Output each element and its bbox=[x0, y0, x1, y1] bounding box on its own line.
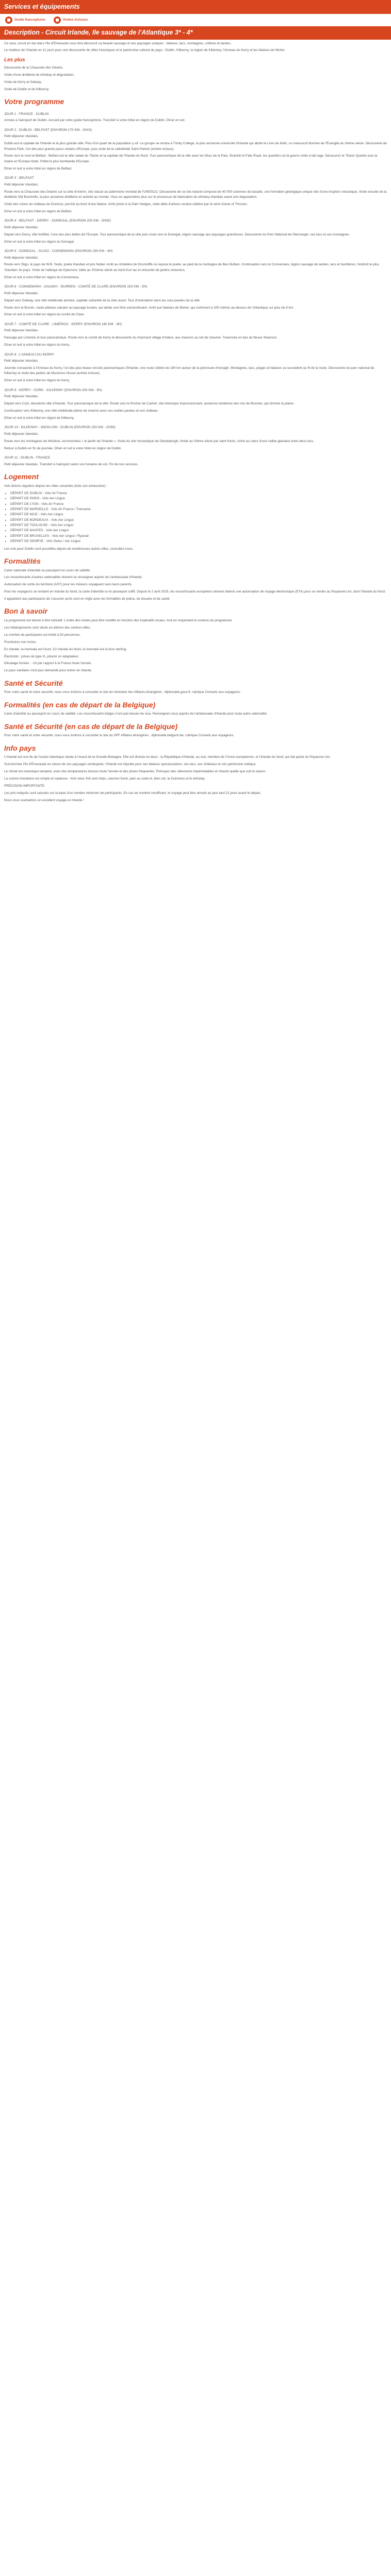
sante-body bbox=[4, 690, 387, 695]
day-paragraph: Dîner et nuit à votre hôtel en région du Connemara. bbox=[4, 275, 80, 279]
description-content bbox=[0, 40, 391, 807]
info-paragraph: Le climat est océanique tempéré, avec des températures douces toute l'année et des pluies fréquentes. Prévoyez des vêtements imperméables et chauds quelle que soit la saison. bbox=[4, 770, 266, 774]
sante-paragraph: Pour votre santé et votre sécurité, nous vous invitons à consulter le site du ministère des Affaires étrangères : diplomatie.gouv.fr, rubrique Conseils aux voyageurs. bbox=[4, 690, 241, 694]
sante-belgique-heading: Santé et Sécurité (en cas de départ de la Belgique) bbox=[4, 722, 178, 731]
day-paragraph: Dîner et nuit à votre hôtel en région du comté de Clare. bbox=[4, 313, 85, 317]
bon-paragraph: Le nombre de participants est limité à 50 personnes. bbox=[4, 633, 81, 637]
day-paragraph: Dîner et nuit à votre hôtel en région de Belfast. bbox=[4, 209, 73, 213]
day-paragraph: Petit déjeuner irlandais. bbox=[4, 329, 39, 333]
day-heading: JOUR 8 : L'ANNEAU DU KERRY bbox=[4, 352, 55, 357]
info-heading: Info pays bbox=[4, 743, 36, 752]
day-heading: JOUR 10 : KILKENNY - WICKLOW - DUBLIN (ENVIRON 150 KM - 2H30) bbox=[4, 426, 116, 430]
logement-heading: Logement bbox=[4, 472, 39, 481]
guide-icon bbox=[5, 16, 12, 24]
day-paragraph: Dîner et nuit à votre hôtel en région du Donegal. bbox=[4, 240, 75, 244]
formalites-belgique-body bbox=[4, 711, 387, 717]
day-paragraph: Journée consacrée à l'Anneau du Kerry, l'un des plus beaux circuits panoramiques d'Irlande, une route côtière de 180 km autour de la péninsule d'Iveragh. Montagnes, lacs, plages et falaises se succèdent au fil de la route. Découverte du parc national de Killarney et visite des jardins de Muckross House (entrée incluse). bbox=[4, 366, 374, 376]
day-paragraph: Dublin est la capitale de l'Irlande et la plus grande ville. Plus d'un quart de la population y vit. Le groupe se rendra à Trinity College, la plus ancienne université d'Irlande qui abrite le Livre de Kells, un manuscrit illuminé de l'Évangile du IXème siècle. Découverte de Phoenix Park, l'un des plus grands parcs urbains d'Europe, puis visite de la cathédrale Saint-Patrick (entrée incluse). bbox=[4, 142, 387, 151]
vols-note: Les vols pour Dublin sont possibles depuis de nombreuses autres villes, consultez-nous. bbox=[4, 547, 134, 551]
vols-intro: Vols directs réguliers depuis les villes suivantes (liste non exhaustive) : bbox=[4, 484, 107, 488]
bon-paragraph: En Irlande, la monnaie est l'euro. En Irlande du Nord, la monnaie est la livre sterling. bbox=[4, 647, 127, 651]
bon-paragraph: Le programme est donné à titre indicatif. L'ordre des visites peut être modifié en fonction des impératifs locaux, tout en respectant le contenu du programme. bbox=[4, 619, 233, 623]
formalites-pays-paragraph: Carte d'identité ou passeport en cours de validité. Les ressortissants belges n'ont pas besoin de visa. Renseignez-vous auprès de l'ambassade d'Irlande pour toute autre nationalité. bbox=[4, 712, 268, 716]
formalites-belgique-heading: Formalités (en cas de départ de la Belgique) bbox=[4, 700, 156, 709]
day-paragraph: Visite des ruines du château de Dunluce, perché au bord d'une falaise. Arrêt photo à la Dark Hedges, cette allée d'arbres rendue célèbre par la série Game of Thrones. bbox=[4, 202, 248, 206]
info-paragraph: Nous vous souhaitons un excellent voyage en Irlande ! bbox=[4, 798, 84, 802]
les-plus-heading: Les plus bbox=[4, 57, 25, 63]
services-header bbox=[0, 0, 391, 14]
formalites-body bbox=[4, 568, 387, 602]
les-plus-item: Visite d'une distillerie de whiskey et dégustation. bbox=[4, 73, 75, 77]
day-paragraph: Route vers Sligo, le pays de W.B. Yeats, poète irlandais et prix Nobel. Arrêt au cimetière de Drumcliffe où repose le poète, au pied de la montagne de Ben Bulben. Continuation vers le Connemara, région sauvage de landes, lacs et tourbières, l'endroit le plus ‘irlandais’ du pays. Visite de l'abbaye de Kylemore, bâtie au XIXème siècle au bord d'un lac et entourée de jardins victoriens. bbox=[4, 263, 379, 272]
info-paragraph: Surnommée l'île d'Émeraude en raison de ses paysages verdoyants, l'Irlande est réputée pour ses falaises spectaculaires, ses lacs, ses châteaux et son patrimoine celtique. bbox=[4, 762, 256, 767]
badge-visites-label: Visites incluses bbox=[62, 18, 88, 22]
formalites-paragraph: Autorisation de sortie du territoire (AST) pour les mineurs voyageant sans leurs parents. bbox=[4, 583, 133, 587]
flight-item: • DÉPART DE GENÈVE - Vols Swiss / Aer Lingus bbox=[10, 539, 387, 544]
flight-item: • DÉPART DE PARIS - Vols Aer Lingus bbox=[10, 496, 387, 501]
badge-visites bbox=[54, 16, 88, 24]
flight-item: • DÉPART DE LYON - Vols Air France bbox=[10, 502, 387, 507]
sante-pays-paragraph: Pour votre santé et votre sécurité, nous vous invitons à consulter le site du SPF Affaires étrangères : diplomatie.belgium.be, rubrique Conseils aux voyageurs. bbox=[4, 734, 235, 738]
flight-item: • DÉPART DE BRUXELLES - Vols Aer Lingus / Ryanair bbox=[10, 534, 387, 539]
day-heading: JOUR 6 : CONNEMARA - GALWAY - BURREN - COMTÉ DE CLARE (ENVIRON 150 KM - 3H) bbox=[4, 285, 148, 289]
les-plus-item: Visite de Kerry et Galway. bbox=[4, 80, 42, 84]
day-paragraph: Dîner et nuit à votre hôtel en région du Kerry. bbox=[4, 379, 70, 383]
info-body bbox=[4, 755, 387, 803]
bon-paragraph: Les hébergements sont situés en dehors des centres-villes. bbox=[4, 626, 91, 630]
flight-item: • DÉPART DE TOULOUSE - Vols Aer Lingus bbox=[10, 523, 387, 528]
description-title: Description - Circuit Irlande, Ile sauvage de l'Atlantique 3* - 4* bbox=[4, 29, 193, 37]
day-paragraph: Route vers les montagnes de Wicklow, surnommées « le jardin de l'Irlande ». Visite du site monastique de Glendalough, fondé au VIème siècle par saint Kevin, niché au cœur d'une vallée glaciaire entre deux lacs. bbox=[4, 439, 314, 443]
day-paragraph: Continuation vers Kilkenny, une ville médiévale pleine de charme avec ses ruelles pavées et son château. bbox=[4, 409, 159, 413]
flight-item: • DÉPART DE NICE - Vols Aer Lingus bbox=[10, 512, 387, 517]
sante-heading: Santé et Sécurité bbox=[4, 679, 63, 687]
day-paragraph: Petit déjeuner irlandais. bbox=[4, 225, 39, 229]
day-heading: JOUR 4 : BELFAST - DERRY - DONEGAL (ENVIRON 200 KM - 3H30) bbox=[4, 219, 111, 223]
services-title: Services et équipements bbox=[4, 3, 80, 10]
bon-heading: Bon à savoir bbox=[4, 607, 48, 616]
day-heading: JOUR 2 : DUBLIN - BELFAST (ENVIRON 170 KM - 2H15) bbox=[4, 128, 92, 132]
day-paragraph: Petit déjeuner irlandais. bbox=[4, 432, 39, 436]
intro-paragraph: Ce sera, circuit en tan dans l'Ile d'Émeraude vous fera découvrir sa beauté sauvage et ses paysages uniques : falaises, lacs, montagnes, collines et landes. bbox=[4, 41, 232, 45]
info-paragraph: PRÉCISION IMPORTANTE bbox=[4, 784, 45, 788]
day-heading: JOUR 11 : DUBLIN - FRANCE bbox=[4, 456, 51, 460]
intro-paragraph: Le meilleur de l'Irlande en 11 jours pour une découverte de villes historiques et le patrimoine culturel du pays : Dublin, Kilkenny, la région de Killarney, l'Anneau du Kerry et les falaises de Moher. bbox=[4, 48, 286, 53]
badges-row bbox=[0, 14, 391, 25]
info-paragraph: Les prix indiqués sont calculés sur la base d'un nombre minimum de participants. En cas de nombre insuffisant, le voyage peut être annulé au plus tard 21 jours avant le départ. bbox=[4, 791, 262, 795]
bon-paragraph: Pourboires non inclus. bbox=[4, 640, 37, 644]
les-plus-item: Visite de Dublin et de Kilkenny. bbox=[4, 87, 50, 91]
day-paragraph: Petit déjeuner irlandais. bbox=[4, 182, 39, 187]
les-plus-item: Découverte de la Chaussée des Géants. bbox=[4, 65, 64, 70]
day-paragraph: Petit déjeuner irlandais. bbox=[4, 291, 39, 295]
description-header bbox=[0, 26, 391, 39]
day-paragraph: Dîner et nuit à votre hôtel en région du Kerry. bbox=[4, 343, 70, 347]
day-paragraph: Retour à Dublin en fin de journée. Dîner et nuit à votre hôtel en région de Dublin. bbox=[4, 446, 122, 450]
day-paragraph: Petit déjeuner irlandais. bbox=[4, 256, 39, 260]
flight-item: • DÉPART DE MARSEILLE - Vols Air France / Transavia bbox=[10, 507, 387, 512]
day-heading: JOUR 7 : COMTÉ DE CLARE - LIMERICK - KERRY (ENVIRON 180 KM - 3H) bbox=[4, 322, 122, 326]
bon-paragraph: Électricité : prises de type G, prévoir un adaptateur. bbox=[4, 654, 79, 658]
day-paragraph: Départ vers Cork, deuxième ville d'Irlande. Tour panoramique de la ville. Route vers le Rocher de Cashel, site historique impressionnant, ancienne résidence des rois de Munster, qui domine la plaine. bbox=[4, 402, 295, 406]
badge-guide-label: Guide francophone bbox=[14, 18, 45, 22]
programme-days bbox=[4, 112, 387, 468]
day-paragraph: Départ vers Derry, ville fortifiée, l'une des plus belles de l'Europe. Tour panoramique de la ville puis route vers le Donegal, région sauvage aux paysages grandioses. Découverte du Parc National de Glenveagh, ses lacs et ses montagnes. bbox=[4, 232, 350, 236]
day-paragraph: Arrivée à l'aéroport de Dublin. Accueil par votre guide francophone. Transfert à votre hôtel en région de Dublin. Dîner et nuit. bbox=[4, 118, 186, 123]
flight-item: • DÉPART DE BORDEAUX - Vols Aer Lingus bbox=[10, 518, 387, 523]
day-heading: JOUR 9 : KERRY - CORK - KILKENNY (ENVIRON 200 KM - 3H) bbox=[4, 388, 102, 392]
formalites-paragraph: Il appartient aux participants de s'assurer qu'ils sont en règle avec les formalités de police, de douane et de santé. bbox=[4, 597, 171, 601]
flight-item: • DÉPART DE DUBLIN - Vols Air France bbox=[10, 491, 387, 496]
programme-heading: Votre programme bbox=[4, 97, 64, 106]
sante-belgique-body bbox=[4, 733, 387, 738]
day-paragraph: Petit déjeuner irlandais. Transfert à l'aéroport selon vos horaires de vol. Fin de nos services. bbox=[4, 462, 139, 466]
badge-guide bbox=[5, 16, 45, 24]
day-paragraph: Route vers le Burren, vaste plateau calcaire au paysage lunaire, qui abrite une flore extraordinaire. Arrêt aux falaises de Moher, qui culminent à 200 mètres au-dessus de l'Atlantique sur plus de 8 km. bbox=[4, 306, 294, 310]
day-paragraph: Dîner et nuit à votre hôtel en région de Kilkenny. bbox=[4, 416, 75, 420]
day-heading: JOUR 5 : DONEGAL - SLIGO - CONNEMARA (ENVIRON 230 KM - 4H) bbox=[4, 249, 113, 253]
bon-body bbox=[4, 618, 387, 674]
bon-paragraph: Le pass sanitaire n'est plus demandé pour entrer en Irlande. bbox=[4, 669, 92, 673]
day-paragraph: Petit déjeuner irlandais. bbox=[4, 395, 39, 399]
day-paragraph: Petit déjeuner irlandais. bbox=[4, 134, 39, 139]
info-paragraph: La cuisine irlandaise est simple et copieuse : Irish stew, fish and chips, saumon fumé, pain au soda et, bien sûr, la Guinness et le whiskey. bbox=[4, 777, 205, 781]
day-paragraph: Petit déjeuner irlandais. bbox=[4, 359, 39, 363]
day-paragraph: Route vers le nord et Belfast : Belfast est la ville natale du Titanic et la capitale de l'Irlande du Nord. Tour panoramique de la ville avec les Murs de la Paix, Shankill et Falls Road, les quartiers où la guerre civile a fait rage. Découvrez le Titanic Quarter puis la mairie et l'Europa Hotel, l'hôtel le plus bombardé d'Europe. bbox=[4, 154, 378, 163]
day-paragraph: Départ vers Galway, une ville médiévale animée, capitale culturelle de la côte ouest. Tour d'orientation dans les rues pavées de la ville. bbox=[4, 298, 201, 302]
flight-item: • DÉPART DE NANTES - Vols Aer Lingus bbox=[10, 528, 387, 533]
formalites-heading: Formalités bbox=[4, 556, 41, 565]
day-paragraph: Route vers la Chaussée des Géants sur la côte d'Antrim, site classé au patrimoine mondial de l'UNESCO. Découverte de ce site naturel composé de 40 000 colonnes de basalte, une formation géologique unique née d'une éruption volcanique. Visite ensuite de la distillerie Old Bushmills, la plus ancienne distillerie en activité au monde. Vous en apprendrez plus sur le processus de fabrication du whiskey irlandais avant une dégustation. bbox=[4, 190, 387, 199]
formalites-paragraph: Pour les voyageurs se rendant en Irlande du Nord, la carte d'identité ou le passeport suffit. Depuis le 2 avril 2025, les ressortissants européens doivent obtenir une autorisation de voyage électronique (ETA) pour se rendre au Royaume-Uni, dont l'Irlande du Nord. bbox=[4, 590, 386, 594]
day-heading: JOUR 1 : FRANCE - DUBLIN bbox=[4, 112, 49, 116]
day-heading: JOUR 3 : BELFAST bbox=[4, 176, 34, 180]
day-paragraph: Dîner et nuit à votre hôtel en région de Belfast. bbox=[4, 166, 73, 171]
day-paragraph: Passage par Limerick et tour panoramique. Route vers le comté de Kerry et découverte du charmant village d'Adare, aux maisons au toit de chaume. Traversée en bac du fleuve Shannon. bbox=[4, 336, 278, 340]
info-paragraph: L'Irlande est une île de l'océan Atlantique située à l'ouest de la Grande-Bretagne. Elle est divisée en deux : la République d'Irlande, au sud, membre de l'Union européenne, et l'Irlande du Nord, qui fait partie du Royaume-Uni. bbox=[4, 755, 331, 759]
formalites-paragraph: Les ressortissants d'autres nationalités doivent se renseigner auprès de l'ambassade d'Irlande. bbox=[4, 575, 143, 580]
bon-paragraph: Décalage horaire : -1h par rapport à la France toute l'année. bbox=[4, 662, 92, 666]
flights-list bbox=[4, 491, 387, 545]
visites-icon bbox=[54, 16, 61, 24]
formalites-paragraph: Carte nationale d'identité ou passeport en cours de validité. bbox=[4, 568, 91, 572]
